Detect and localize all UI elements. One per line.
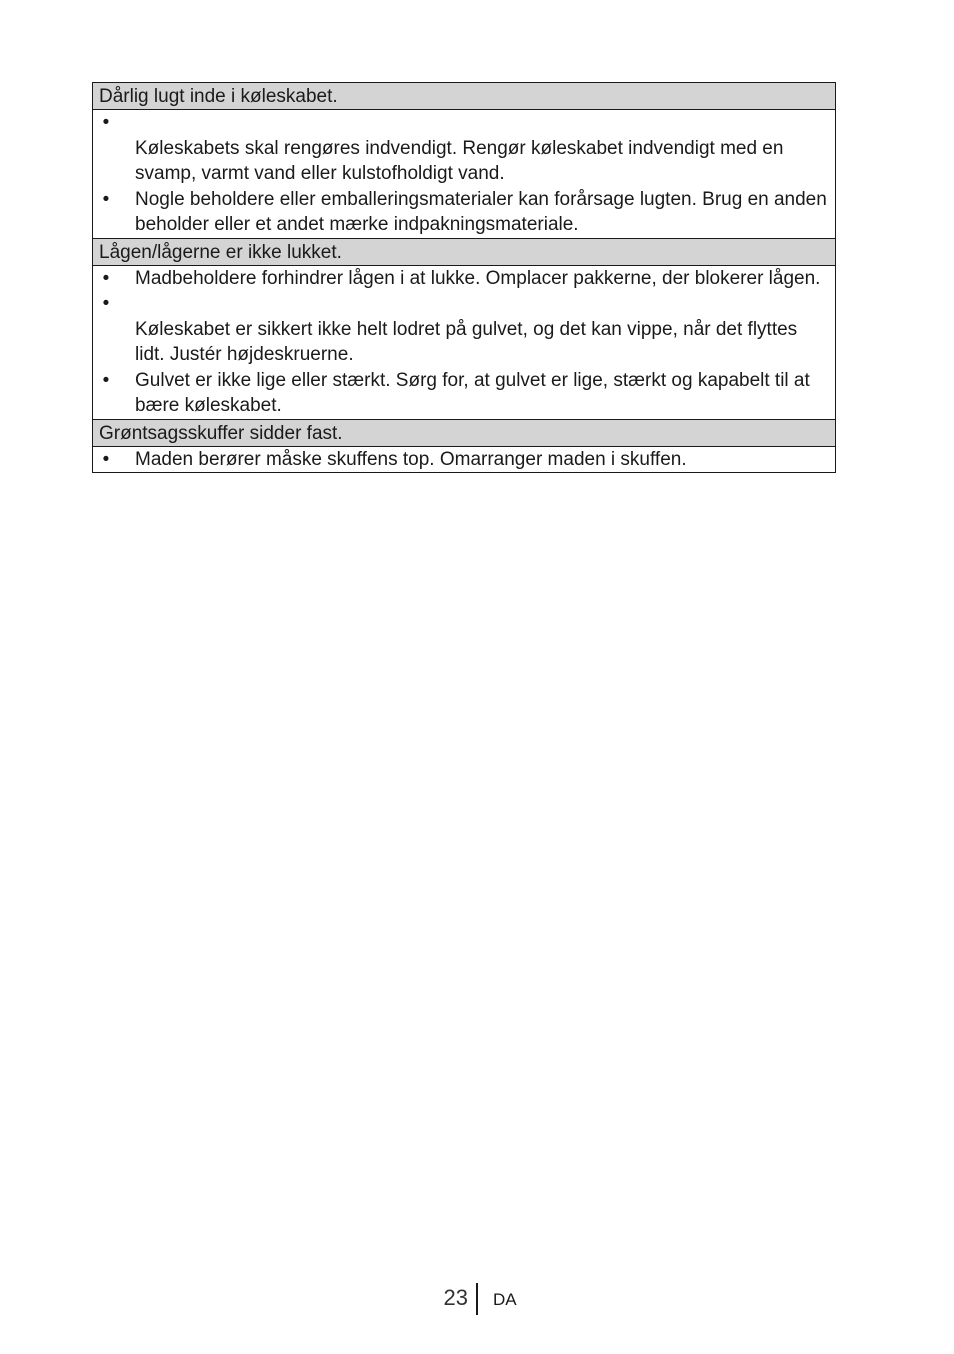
list-item xyxy=(93,266,835,292)
troubleshooting-table xyxy=(92,82,836,473)
list-item-text: Maden berører måske skuffens top. Omarranger maden i skuffen. xyxy=(135,448,687,470)
list-item xyxy=(93,368,835,419)
language-code: DA xyxy=(493,1290,517,1309)
bullet-icon: • xyxy=(102,267,110,289)
list-item-text: Gulvet er ikke lige eller stærkt. Sørg for, at gulvet er lige, stærkt og kapabelt til at bære køleskabet. xyxy=(135,369,810,416)
bullet-icon: • xyxy=(102,112,110,133)
section-header-crisper-stuck: Grøntsagsskuffer sidder fast. xyxy=(93,420,835,447)
bullet-icon: • xyxy=(102,293,110,314)
bullet-icon: • xyxy=(102,188,110,210)
section-header-door-not-closed: Lågen/lågerne er ikke lukket. xyxy=(93,239,835,266)
page-number: 23 xyxy=(443,1285,468,1310)
list-item xyxy=(93,110,835,187)
bullet-icon: • xyxy=(102,448,110,470)
section-body-door-not-closed xyxy=(93,266,835,420)
list-item-text: Madbeholdere forhindrer lågen i at lukke. Omplacer pakkerne, der blokerer lågen. xyxy=(135,267,821,289)
section-body-bad-smell xyxy=(93,110,835,239)
list-item-text: Køleskabets skal rengøres indvendigt. Rengør køleskabet indvendigt med en svamp, varmt vand eller kulstofholdigt vand. xyxy=(135,137,784,184)
page-footer xyxy=(0,1283,954,1315)
list-item xyxy=(93,291,835,368)
footer-divider xyxy=(476,1283,478,1315)
list-item-text: Nogle beholdere eller emballeringsmaterialer kan forårsage lugten. Brug en anden beholder eller et andet mærke indpakningsmateriale. xyxy=(135,188,827,235)
section-header-bad-smell: Dårlig lugt inde i køleskabet. xyxy=(93,83,835,110)
list-item xyxy=(93,447,835,473)
list-item xyxy=(93,187,835,238)
section-body-crisper-stuck xyxy=(93,447,835,473)
bullet-icon: • xyxy=(102,369,110,391)
list-item-text: Køleskabet er sikkert ikke helt lodret på gulvet, og det kan vippe, når det flyttes lidt. Justér højdeskruerne. xyxy=(135,318,798,365)
